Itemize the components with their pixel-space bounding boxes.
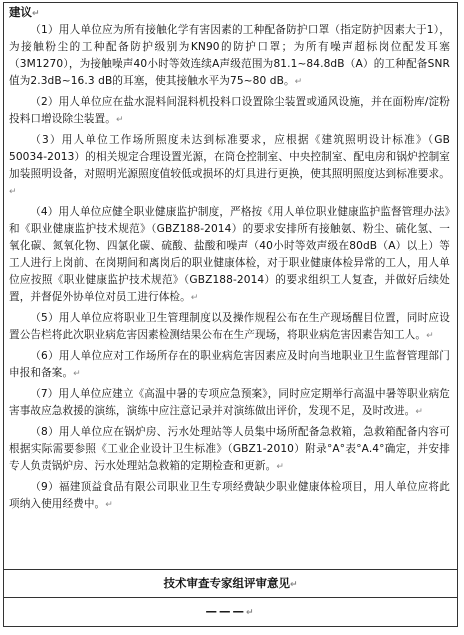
suggestion-paragraph-8: （8）用人单位应在锅炉房、污水处理站等人员集中场所配备急救箱，急救箱配备内容可根据实际需要参照《工业企业设计卫生标准》（GBZ1-2010）附录°A°表°A.4°确定，并安排专人负责锅炉房、污水处理站急救箱的定期检查和更新。↵ — [9, 426, 450, 472]
dash-row: ———↵ — [205, 604, 256, 618]
suggestion-paragraph-3: （3）用人单位工作场所照度未达到标准要求，应根据《建筑照明设计标准》（GB 50034-2013）的相关规定合理设置光源，在筒仓控制室、中央控制室、配电房和锅炉控制室加装照明设备，对照明光源照度值较低或损坏的灯具进行更换，使其照明照度达到标准要求。↵ — [9, 134, 450, 197]
suggestion-paragraph-9: （9）福建顶益食品有限公司职业卫生专项经费缺少职业健康体检项目，用人单位应将此项纳入使用经费中。↵ — [9, 481, 450, 510]
suggestion-paragraph-6: （6）用人单位应对工作场所存在的职业病危害因素应及时向当地职业卫生监督管理部门申报和备案。↵ — [9, 350, 450, 379]
review-heading-row: 技术审查专家组评审意见↵ — [3, 570, 458, 598]
suggestion-paragraph-7: （7）用人单位应建立《高温中暑的专项应急预案》，同时应定期举行高温中暑等职业病危害事故应急救援的演练，演练中应注意记录并对演练做出评价，发现不足，及时改进。↵ — [9, 388, 450, 417]
suggestion-paragraph-2: （2）用人单位应在盐水混料间混料机投料口设置除尘装置或通风设施，并在面粉库/淀粉投料口增设除尘装置。↵ — [9, 96, 450, 125]
dash-text: ——— — [205, 604, 246, 618]
suggestion-paragraph-4: （4）用人单位应健全职业健康监护制度，严格按《用人单位职业健康监护监督管理办法》和《职业健康监护技术规范》（GBZ188-2014）的要求安排所有接触氨、粉尘、硫化氢、一氧化碳、氮氧化物、四氯化碳、硫酸、盐酸和噪声（40小时等效声级在80dB（A）以上）等工人进行上岗前、在岗期间和离岗后的职业健康体检，对于职业健康体检异常的工人，用人单位应按照《职业健康监护技术规范》（GBZ188-2014）的要求组织工人复查，并做好后续处置，并督促外协单位对员工进行体检。↵ — [9, 206, 450, 303]
suggestion-paragraph-1: （1）用人单位应为所有接触化学有害因素的工种配备防护口罩（指定防护因素大于1），为接触粉尘的工种配备防护级别为KN90的防护口罩；为所有噪声超标岗位配发耳塞（3M1270），为接触噪声40小时等效连续A声级范围为81.1~84.8dB（A）的工种配备SNR值为2.3dB~16.3 dB的耳塞，使其接触水平为75~80 dB。↵ — [9, 24, 450, 87]
suggestions-cell — [3, 2, 458, 570]
section-heading: 建议↵ — [9, 5, 40, 19]
review-heading: 技术审查专家组评审意见 — [163, 576, 290, 590]
suggestion-paragraph-5: （5）用人单位应将职业卫生管理制度以及操作规程公布在生产现场醒目位置，同时应设置公告栏将此次职业病危害因素检测结果公布在生产现场，将职业病危害因素告知工人。↵ — [9, 312, 450, 341]
